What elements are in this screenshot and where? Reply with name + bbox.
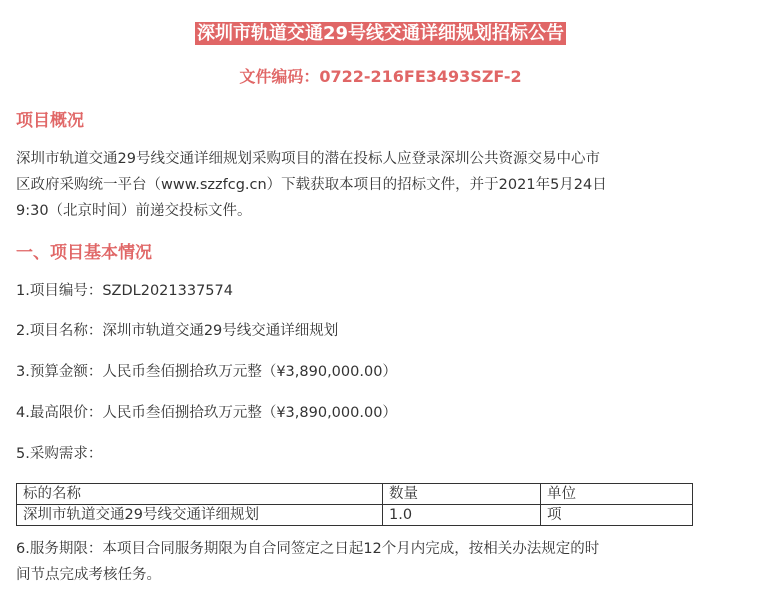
budget-amount: 3.预算金额：人民币叁佰捌拾玖万元整（¥3,890,000.00）: [16, 364, 397, 380]
requirements-table: [16, 483, 693, 526]
table-header-cell: 数量: [383, 484, 541, 505]
overview-line: 区政府采购统一平台（www.szzfcg.cn）下载获取本项目的招标文件，并于2021年5月24日: [16, 177, 607, 193]
project-number: 1.项目编号：SZDL2021337574: [16, 283, 233, 299]
service-period: [16, 536, 716, 588]
max-price: 4.最高限价：人民币叁佰捌拾玖万元整（¥3,890,000.00）: [16, 405, 397, 421]
notice-title-wrap: [0, 22, 761, 46]
service-period-line: 6.服务期限：本项目合同服务期限为自合同签定之日起12个月内完成，按相关办法规定的时: [16, 541, 600, 557]
file-code: 文件编码：0722-216FE3493SZF-2: [239, 67, 522, 86]
table-cell: 深圳市轨道交通29号线交通详细规划: [17, 505, 383, 526]
overview-line: 9:30（北京时间）前递交投标文件。: [16, 203, 252, 219]
table-cell: 项: [541, 505, 693, 526]
service-period-line: 间节点完成考核任务。: [16, 567, 161, 583]
overview-line: 深圳市轨道交通29号线交通详细规划采购项目的潜在投标人应登录深圳公共资源交易中心市: [16, 151, 600, 167]
table-header-cell: 标的名称: [17, 484, 383, 505]
table-header-cell: 单位: [541, 484, 693, 505]
overview-heading: 项目概况: [16, 111, 84, 131]
project-name: 2.项目名称：深圳市轨道交通29号线交通详细规划: [16, 323, 339, 339]
basic-info-heading: 一、项目基本情况: [16, 243, 152, 263]
table-row: [17, 505, 693, 526]
table-header-row: [17, 484, 693, 505]
table-cell: 1.0: [383, 505, 541, 526]
procurement-needs: 5.采购需求：: [16, 446, 103, 462]
overview-paragraph: [16, 146, 716, 224]
notice-title: 深圳市轨道交通29号线交通详细规划招标公告: [196, 23, 565, 44]
